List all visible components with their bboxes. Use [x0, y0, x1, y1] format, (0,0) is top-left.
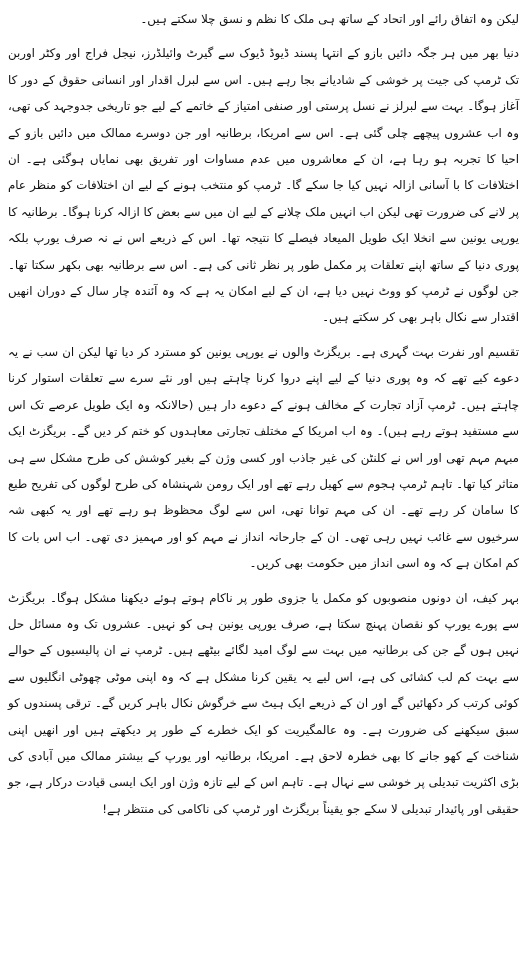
- article-paragraph-2: دنیا بھر میں ہر جگہ دائیں بازو کے انتہا پسند ڈیوڈ ڈیوک سے گیرٹ وائیلڈرز، نیجل فراج اور وکٹر اوربن تک ٹرمپ کی جیت پر خوشی کے شادیانے بجا رہے ہیں۔ اس سے لبرل اقدار اور انسانی حقوق کے دور کا آغاز ہوگا۔ بہت سے لبرلز نے نسل پرستی اور صنفی امتیاز کے خاتمے کے لیے جو تاریخی جدوجہد کی تھی، وہ اب عشروں پیچھے چلی گئی ہے۔ اس سے امریکا، برطانیہ اور جن دوسرے ممالک میں دائیں بازو کے احیا کا تجربہ ہو رہا ہے، ان کے معاشروں میں عدم مساوات اور تفریق بھی نمایاں ہوگئی ہے۔ ان اختلافات کا با آسانی ازالہ نہیں کیا جا سکے گا۔ ٹرمپ کو منتخب ہونے کے لیے ان اختلافات کو منظر عام پر لانے کی ضرورت تھی لیکن اب انہیں ملک چلانے کے لیے ان میں سے بعض کا ازالہ کرنا ہوگا۔ برطانیہ کا یورپی یونین سے انخلا ایک طویل المیعاد فیصلے کا نتیجہ تھا۔ اس کے ذریعے اس نے نہ صرف یورپ بلکہ پوری دنیا کے ساتھ اپنے تعلقات پر مکمل طور پر نظر ثانی کی ہے۔ اس سے برطانیہ بھی بکھر سکتا تھا۔ جن لوگوں نے ٹرمپ کو ووٹ نہیں دیا ہے، ان کے لیے امکان یہ ہے کہ وہ آئندہ چار سال کے دوران انھیں اقتدار سے نکال باہر بھی کر سکتے ہیں۔: [8, 46, 519, 325]
- article-paragraph-1: لیکن وہ اتفاق رائے اور اتحاد کے ساتھ ہی ملک کا نظم و نسق چلا سکتے ہیں۔: [140, 12, 519, 26]
- article-paragraph-4: بہر کیف، ان دونوں منصوبوں کو مکمل یا جزوی طور پر ناکام ہوتے ہوئے دیکھنا مشکل ہوگا۔ بریگزٹ سے پورے یورپ کو نقصان پہنچ سکتا ہے، صرف یورپی یونین ہی کو نہیں۔ عشروں تک وہ مسائل حل نہیں ہوں گے جن کی برطانیہ میں بہت سے لوگ امید لگائے بیٹھے ہیں۔ ٹرمپ نے ان پالیسیوں کے حوالے سے بہت کم لب کشائی کی ہے، اس لیے یہ یقین کرنا مشکل ہے کہ وہ اپنی موٹی چھوٹی انگلیوں سے کوئی کرتب کر دکھائیں گے اور ان کے ذریعے ایک ہیٹ سے خرگوش نکال باہر کریں گے۔ ترقی پسندوں کو سبق سیکھنے کی ضرورت ہے۔ وہ عالمگیریت کو ایک خطرے کے طور پر دیکھتے ہیں اور انھیں اپنی شناخت کے کھو جانے کا بھی خطرہ لاحق ہے۔ امریکا، برطانیہ اور یورپ کے بیشتر ممالک میں آبادی کی بڑی اکثریت تبدیلی پر خوشی سے نہال ہے۔ تاہم اس کے لیے تازہ وژن اور ایک ایسی قیادت درکار ہے، جو حقیقی اور پائیدار تبدیلی لا سکے جو یقیناً بریگزٹ اور ٹرمپ کی ناکامی کی منتظر ہے!: [8, 590, 519, 816]
- article-paragraph-3: تقسیم اور نفرت بہت گہری ہے۔ بریگزٹ والوں نے یورپی یونین کو مسترد کر دیا تھا لیکن ان سب نے یہ دعوے کیے تھے کہ وہ پوری دنیا کے لیے اپنے دروا کرنا چاہتے ہیں اور نئے سرے سے تعلقات استوار کرنا چاہتے ہیں۔ ٹرمپ آزاد تجارت کے مخالف ہونے کے دعوے دار ہیں (حالانکہ وہ ایک طویل عرصے تک اس سے مستفید ہوتے رہے ہیں)۔ وہ اب امریکا کے مختلف تجارتی معاہدوں کو ختم کر دیں گے۔ بریگزٹ ایک مبہم مہم تھی اور اس نے کلنٹن کی غیر جاذب اور کسی وژن کے بغیر کوشش کی طرح مشکل سے ہی متاثر کیا تھا۔ تاہم ٹرمپ ہجوم سے کھیل رہے تھے اور ایک رومن شہنشاہ کی طرح لوگوں کی تفریح طبع کا سامان کر رہے تھے۔ ان کی مہم توانا تھی، اس سے لوگ محظوظ ہو رہے تھے اور یہ کبھی شہ سرخیوں سے غائب نہیں رہی تھی۔ ان کے جارحانہ انداز نے مہم کو اور مہمیز دی تھی۔ اب اس بات کا کم امکان ہے کہ وہ اسی انداز میں حکومت بھی کریں۔: [8, 344, 519, 571]
